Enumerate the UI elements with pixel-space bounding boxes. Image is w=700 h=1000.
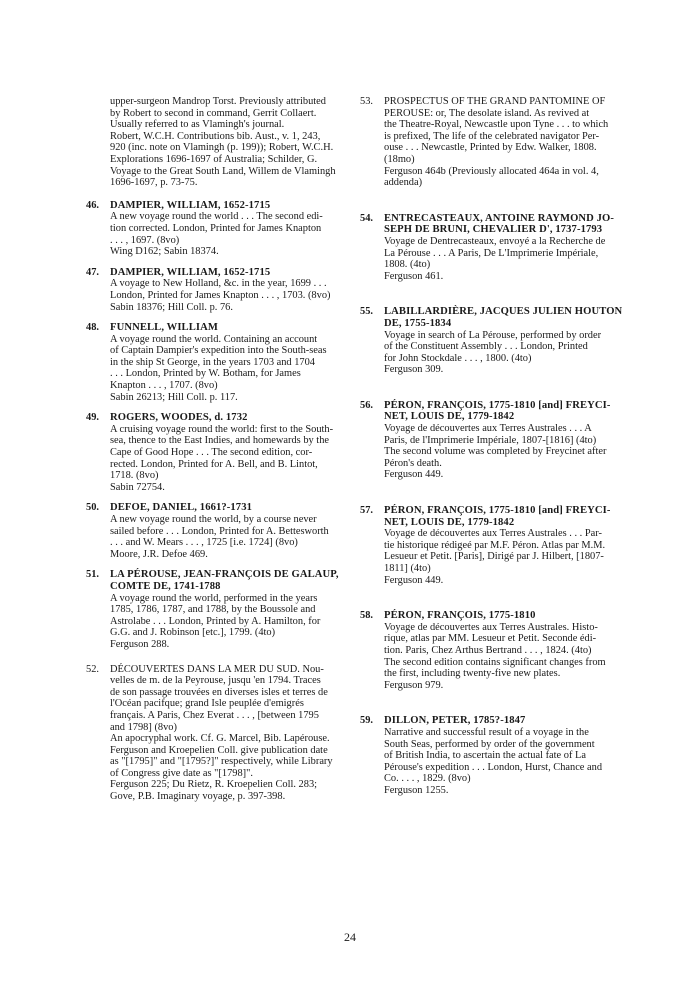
entry-title: La Pérouse . . . (384, 247, 447, 259)
entry-heading: COMTE DE, 1741-1788 (110, 580, 221, 592)
entry-title: de son passage trouvées en diverses isles et terres de (110, 686, 328, 698)
text-line: London, Printed for James Knapton . . . , 1703. (8vo) (110, 289, 331, 301)
entry-title: A new voyage round the world, by a course never (110, 514, 317, 525)
entry-heading: PÉRON, FRANÇOIS, 1775-1810 [and] FREYCI- (384, 505, 611, 517)
catalogue-entry (360, 505, 650, 586)
text-line: (18mo) (384, 153, 415, 165)
text-line: Robert, W.C.H. Contributions bib. Aust., v. 1, 243, (110, 130, 321, 142)
text-line: G.G. and J. Robinson [etc.], 1799. (4to) (110, 627, 276, 639)
text-line: rected. London, Printed for A. Bell, and B. Lintot, (110, 458, 318, 470)
entry-title: Cape of Good Hope . . . (110, 447, 209, 459)
entry-heading: SEPH DE BRUNI, CHEVALIER D', 1737-1793 (384, 224, 603, 236)
entry-heading: DILLON, PETER, 1785?-1847 (384, 715, 526, 727)
entry-title: is prefixed, The life of the celebrated navigator Per- (384, 130, 600, 142)
entry-title: velles de m. de la Peyrouse, jusqu 'en 1794. Traces (110, 675, 321, 687)
text-line: Ferguson 449. (384, 574, 444, 586)
entry-title: A new voyage round the world . . . (110, 211, 254, 223)
text-line: 1808. (4to) (384, 259, 431, 271)
catalogue-entry (86, 200, 376, 258)
text-line: Sabin 18376; Hill Coll. p. 76. (110, 301, 233, 313)
text-line: Ferguson 449. (384, 469, 444, 481)
entry-number: 53. (360, 96, 373, 107)
entry-number: 59. (360, 715, 373, 727)
entry-title: Voyage in search of La Pérouse, performed by order (384, 329, 602, 341)
entry-number: 51. (86, 569, 99, 581)
text-line: Sabin 26213; Hill Coll. p. 117. (110, 391, 238, 403)
text-line: for John Stockdale . . . , 1800. (4to) (384, 352, 532, 364)
right-column (360, 96, 650, 797)
catalogue-entry (360, 400, 650, 481)
entry-title: tie historique rédigeé par M.F. Péron. Atlas par M.M. (384, 539, 606, 551)
entry-title: PROSPECTUS OF THE GRAND PANTOMINE OF (384, 96, 606, 107)
catalogue-entry (86, 267, 376, 313)
catalogue-entry (86, 502, 376, 560)
entry-imprint: London, Printed for A. Bettesworth (178, 525, 329, 537)
entry-title: Astrolabe . . . (110, 615, 166, 627)
text-line: Explorations 1696-1697 of Australia; Schilder, G. (110, 153, 318, 165)
entry-imprint: Seconde édi- (539, 633, 597, 645)
entry-title: 1785, 1786, 1787, and 1788, by the Boussole and (110, 604, 316, 616)
entry-heading: DEFOE, DANIEL, 1661?-1731 (110, 502, 252, 514)
entry-title: Pérouse's expedition . . . (384, 761, 485, 773)
text-line: An apocryphal work. Cf. G. Marcel, Bib. Lapérouse. (110, 733, 330, 745)
text-line: Gove, P.B. Imaginary voyage, p. 397-398. (110, 791, 286, 803)
text-line: the first, including twenty-five new plates. (384, 668, 561, 680)
text-line: Ferguson 288. (110, 638, 170, 650)
catalogue-entry (360, 213, 650, 283)
entry-title: Lesueur et Petit. (384, 551, 452, 563)
entry-imprint: [Paris], Dirigé par J. Hilbert, [1807- (451, 551, 604, 563)
text-line: . . . London, Printed by W. Botham, for James (110, 368, 301, 380)
entry-title: A voyage round the world. Containing an account (110, 333, 318, 345)
catalogue-entry (360, 306, 650, 376)
entry-title: sea, thence to the East Indies, and homewards by the (110, 435, 329, 447)
entry-number: 47. (86, 266, 99, 278)
entry-number: 50. (86, 502, 99, 514)
text-line: . . . , 1697. (8vo) (110, 234, 180, 246)
entry-title: DÉCOUVERTES DANS LA MER DU SUD. Nou- (110, 663, 324, 675)
entry-imprint: A Paris, De L'Imprimerie Impériale, (446, 247, 599, 259)
entry-title: in the ship St George, in the years 1703 and 1704 (110, 356, 315, 368)
text-line: Ferguson 979. (384, 679, 444, 691)
entry-title: Voyage de découvertes aux Terres Australes . . . (384, 423, 583, 435)
entry-imprint: A Paris, Chez Everat . . . , [between 1795 (145, 709, 319, 721)
entry-heading: DE, 1755-1834 (384, 317, 452, 329)
entry-heading: LA PÉROUSE, JEAN-FRANÇOIS DE GALAUP, (110, 569, 339, 581)
entry-imprint: London, Printed by A. Hamilton, for (165, 615, 321, 627)
entry-title: of the Constituent Assembly . . . (384, 341, 518, 353)
entry-heading: PÉRON, FRANÇOIS, 1775-1810 [and] FREYCI- (384, 399, 611, 411)
text-line: Ferguson and Kroepelien Coll. give publication date (110, 744, 328, 756)
text-line: Knapton . . . , 1707. (8vo) (110, 380, 218, 392)
text-line: of Congress give date as "[1798]". (110, 767, 253, 779)
entry-title: rique, atlas par MM. Lesueur et Petit. (384, 633, 540, 645)
entry-heading: NET, LOUIS DE, 1779-1842 (384, 516, 515, 528)
text-line: 920 (inc. note on Vlamingh (p. 199)); Robert, W.C.H. (110, 142, 334, 154)
entry-heading: PÉRON, FRANÇOIS, 1775-1810 (384, 610, 536, 622)
entry-number: 46. (86, 199, 99, 211)
text-line: addenda) (384, 177, 423, 189)
entry-imprint: A (582, 423, 592, 435)
text-line: The second volume was completed by Freycinet after (384, 446, 607, 458)
entry-imprint: London, Hurst, Chance and (484, 761, 603, 773)
text-line: Voyage to the Great South Land, Willem de Vlamingh (110, 165, 336, 177)
text-line: tion. Paris, Chez Arthus Bertrand . . . , 1824. (4to) (384, 644, 592, 656)
text-line: Usually referred to as Vlamingh's journal. (110, 119, 285, 131)
text-line: Moore, J.R. Defoe 469. (110, 548, 208, 560)
entry-title: français. (110, 709, 146, 721)
entry-title: Narrative and successful result of a voyage in the (384, 726, 589, 738)
catalogue-entry (86, 569, 376, 650)
left-column (86, 96, 376, 803)
text-line: and 1798] (8vo) (110, 721, 177, 733)
text-line: upper-surgeon Mandrop Torst. Previously attributed (110, 96, 326, 107)
entry-heading: ROGERS, WOODES, d. 1732 (110, 412, 248, 424)
entry-heading: ENTRECASTEAUX, ANTOINE RAYMOND JO- (384, 212, 615, 224)
text-line: by Robert to second in command, Gerrit Collaert. (110, 107, 317, 119)
entry-number: 56. (360, 399, 373, 411)
entry-heading: DAMPIER, WILLIAM, 1652-1715 (110, 266, 271, 278)
entry-heading: DAMPIER, WILLIAM, 1652-1715 (110, 199, 271, 211)
text-line: Wing D162; Sabin 18374. (110, 246, 219, 258)
catalogue-entry (86, 322, 376, 403)
entry-title: ouse . . . (384, 142, 419, 154)
entry-title: PEROUSE: or, The desolate island. As revived at (384, 107, 590, 119)
text-line: . . . and W. Mears . . . , 1725 [i.e. 1724] (8vo) (110, 537, 298, 549)
entry-title: of Captain Dampier's expedition into the South-seas (110, 345, 327, 357)
entry-title: Voyage de découvertes aux Terres Australes. Histo- (384, 621, 598, 633)
catalogue-entry (360, 96, 650, 189)
catalogue-entry (360, 715, 650, 796)
entry-title: South Seas, performed by order of the government (384, 738, 595, 750)
entry-title: the Theatre-Royal, Newcastle upon Tyne . . . to which (384, 119, 609, 131)
entry-title: Voyage de Dentrecasteaux, envoyé a la Recherche de (384, 235, 606, 247)
entry-title: l'Océan pacifque; grand Isle peuplée d'emigrés (110, 698, 304, 710)
entry-number: 54. (360, 212, 373, 224)
catalogue-entry (86, 412, 376, 493)
entry-imprint: The second edition, cor- (208, 447, 313, 459)
text-line: 1718. (8vo) (110, 470, 159, 482)
entry-number: 55. (360, 306, 373, 318)
entry-heading: LABILLARDIÈRE, JACQUES JULIEN HOUTON (384, 306, 623, 318)
entry-imprint: The second edi- (254, 211, 323, 223)
text-line: Ferguson 461. (384, 270, 444, 282)
text-line: The second edition contains significant changes from (384, 656, 606, 668)
entry-title: A voyage to New Holland, &c. in the year, 1699 . . . (110, 278, 327, 290)
entry-imprint: Newcastle, Printed by Edw. Walker, 1808. (418, 142, 597, 154)
catalogue-entry (86, 664, 376, 803)
entry-title: Voyage de découvertes aux Terres Australes . . . Par- (384, 528, 602, 540)
text-line: Ferguson 225; Du Rietz, R. Kroepelien Coll. 283; (110, 779, 318, 791)
entry-title: sailed before . . . (110, 525, 179, 537)
text-line: 1811] (4to) (384, 563, 431, 574)
text-line: tion corrected. London, Printed for James Knapton (110, 222, 322, 234)
page-number: 24 (344, 930, 356, 944)
entry-heading: FUNNELL, WILLIAM (110, 322, 218, 334)
entry-title: of British India, to ascertain the actual fate of La (384, 750, 586, 762)
entry-number: 49. (86, 412, 99, 424)
text-line: as "[1795]" and "[1795?]" respectively, while Library (110, 756, 333, 768)
text-line: Ferguson 464b (Previously allocated 464a in vol. 4, (384, 165, 599, 177)
text-line: Ferguson 309. (384, 364, 444, 376)
text-line: Co. . . . , 1829. (8vo) (384, 773, 471, 785)
text-line: Sabin 72754. (110, 481, 165, 493)
entry-imprint: London, Printed (517, 341, 588, 353)
text-line: Ferguson 1255. (384, 784, 449, 796)
text-line: 1696-1697, p. 73-75. (110, 177, 198, 189)
entry-title: A cruising voyage round the world: first to the South- (110, 423, 334, 435)
entry-number: 57. (360, 505, 373, 517)
entry-heading: NET, LOUIS DE, 1779-1842 (384, 411, 515, 423)
text-line: Paris, de l'Imprimerie Impériale, 1807-[1816] (4to) (384, 434, 597, 446)
catalogue-entry (360, 610, 650, 691)
entry-number: 52. (86, 663, 99, 675)
entry-number: 48. (86, 322, 99, 334)
continued-entry-text (86, 96, 376, 189)
entry-number: 58. (360, 610, 373, 622)
entry-title: A voyage round the world, performed in the years (110, 592, 318, 604)
text-line: Péron's death. (384, 457, 442, 469)
